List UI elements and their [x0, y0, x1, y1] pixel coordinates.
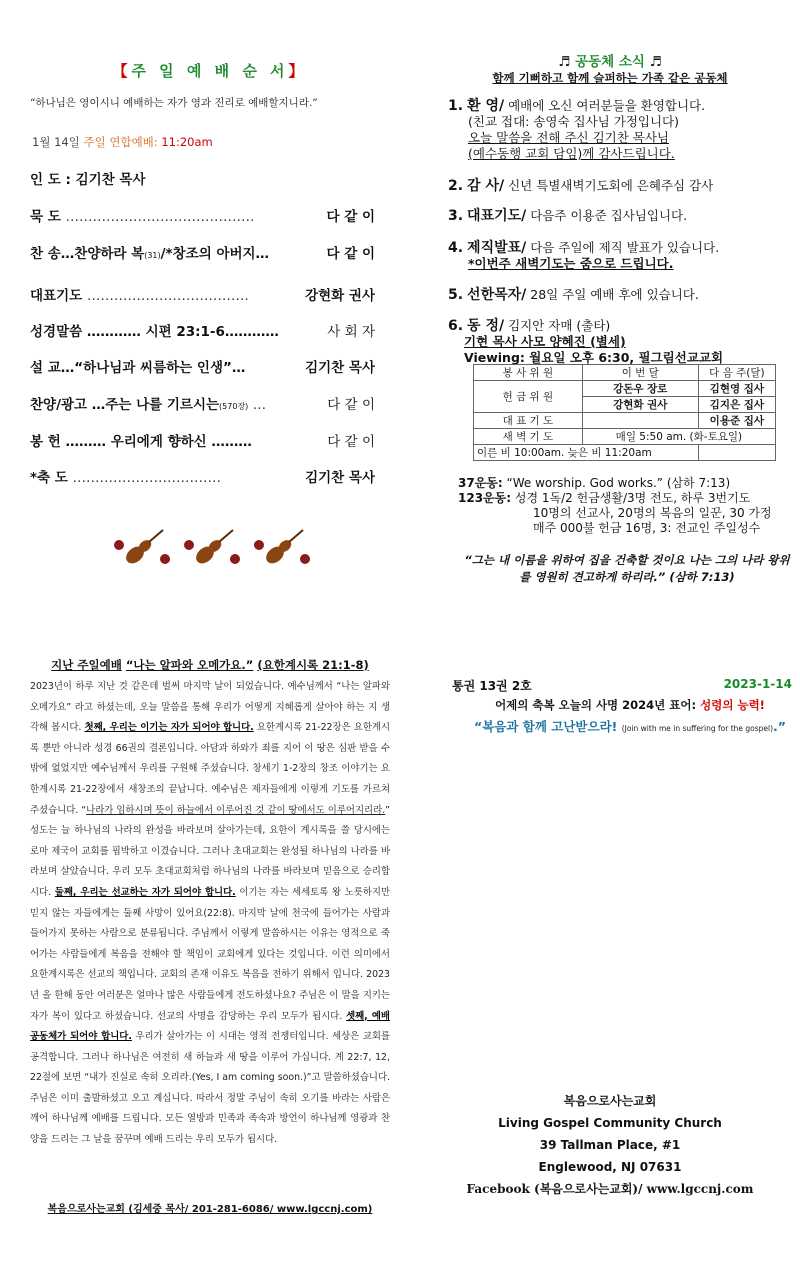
news-item-welcome: 1. 환 영/ 예배에 오신 여러분들을 환영합니다. (친교 접대: 송영숙 집사님 가정입니다) 오늘 말씀을 전해 주신 김기찬 목사님 (예수동행 교회 담임)께 감사드립니다.: [448, 98, 706, 161]
bulletin-date: 2023-1-14: [723, 677, 792, 691]
service-date: 1월 14일 주일 연합예배: 11:20am: [32, 135, 213, 149]
church-street: 39 Tallman Place, #1: [539, 1138, 681, 1152]
service-row-hymn: 찬 송…찬양하라 복(31)/*창조의 아버지… 다 같 이: [30, 242, 375, 262]
service-row-scripture: 성경말씀 ………… 시편 23:1-6………… 사 회 자: [30, 320, 375, 340]
church-motto: 어제의 축복 오늘의 사명 2024년 표어: 성령의 능력!: [495, 698, 765, 712]
community-news-panel: [420, 0, 800, 630]
church-name-english: Living Gospel Community Church: [498, 1116, 722, 1130]
news-item-prayer: 3. 대표기도/ 다음주 이용준 집사님입니다.: [448, 208, 688, 224]
cover-quote: “복음과 함께 고난받으라! (Join with me in suffering for the gospel).”: [473, 719, 786, 734]
cover-panel: [420, 645, 800, 1266]
church-facebook-link[interactable]: Facebook (복음으로사는교회)/ www.lgccnj.com: [466, 1182, 754, 1196]
service-row-prayer: 대표기도 ……………………………… 강현화 권사: [30, 284, 375, 304]
worship-verse: “하나님은 영이시니 예배하는 자가 영과 진리로 예배할지니라.”: [30, 97, 318, 109]
news-item-news: 6. 동 정/ 김지안 자매 (출타) 기현 목사 사모 양혜진 (별세) Viewing: 월요일 오후 6:30, 필그림선교교회: [448, 318, 724, 365]
order-of-service-title: 【주 일 예 배 순 서】: [112, 62, 308, 80]
table-row: 대 표 기 도 이용준 집사: [474, 413, 776, 429]
community-news-title: ♬ 공동체 소식 ♬: [558, 54, 662, 70]
violin-icon: [263, 530, 303, 567]
church-address: [420, 1090, 800, 1200]
table-row: 이른 비 10:00am. 늦은 비 11:20am: [474, 445, 776, 461]
table-row: 헌 금 위 원 강돈우 장로 김현영 집사: [474, 381, 776, 397]
violin-icon: [123, 530, 163, 567]
table-row: 새 벽 기 도 매일 5:50 am. (화-토요일): [474, 429, 776, 445]
service-row-praise: 찬양/광고 …주는 나를 기르시는(570장) … 다 같 이: [30, 393, 375, 413]
scripture-quote: “그는 내 이름을 위하여 집을 건축할 것이요 나는 그의 나라 왕위를 영원히 견고하게 하리라.” (삼하 7:13): [464, 553, 790, 584]
violin-roses-decoration: [105, 525, 315, 575]
service-row-offering: 봉 헌 ……… 우리에게 향하신 ……… 다 같 이: [30, 430, 375, 450]
table-row: 강현화 권사 김지은 집사: [474, 397, 776, 413]
news-item-shepherd: 5. 선한목자/ 28일 주일 예배 후에 있습니다.: [448, 287, 699, 303]
music-note-icon: ♬: [558, 54, 571, 70]
violin-icon: [193, 530, 233, 567]
volume-label: 통권 13권 2호: [452, 679, 532, 693]
table-row: 봉 사 위 원 이 번 달 다 음 주(달): [474, 365, 776, 381]
service-row-silent-prayer: 묵 도 …………………………………… 다 같 이: [30, 205, 375, 225]
order-of-service-panel: [0, 0, 420, 630]
duty-table: [473, 364, 776, 461]
church-name-korean: 복음으로사는교회: [563, 1094, 657, 1108]
sermon-footer: 복음으로사는교회 (김세중 목사/ 201-281-6086/ www.lgccnj.com): [47, 1204, 373, 1215]
music-note-icon: ♬: [649, 54, 662, 70]
movement-notice: 37운동: “We worship. God works.” (삼하 7:13) 123운동: 성경 1독/2 헌금생활/3명 전도, 하루 3번기도 10명의 선교사, 20명의 복음의 일꾼, 30 가정 매주 000불 헌금 16명, 3: 전교인 주일성수: [458, 476, 772, 535]
church-city: Englewood, NJ 07631: [538, 1160, 682, 1174]
sermon-body: 2023년이 하루 지난 것 같은데 벌써 마지막 날이 되었습니다. 예수님께서 “나는 알파와 오메가요” 라고 하셨는데, 오늘 말씀을 통해 우리가 어떻게 지혜롭게 살아야 하는 지 생각해 봅시다. 첫째, 우리는 이기는 자가 되어야 합니다. 요한계시록 21-22장은 요한계시록 뿐만 아니라 성경 66권의 결론입니다. 아담과 하와가 죄를 지어 이 땅은 심판 받을 수 밖에 없었지만 예수님께서 우리를 구원해 주셨습니다. 창세기 1-2장의 창조 이야기는 요한계시록 21-22장에서 새창조의 끝납니다. 예수님은 제자들에게 이렇게 기도를 가르쳐 주셨습니다. “나라가 임하시며 뜻이 하늘에서 이루어진 것 같이 땅에서도 이루어지리라.” 성도는 늘 하나님의 나라의 완성을 바라보며 살아가는데, 요한이 계시록을 쓸 당시에는 로마 제국이 교회를 핍박하고 이겼습니다. 그러나 초대교회는 완성될 하나님의 나라를 바라보며 살았습니다. 우리 모두 초대교회처럼 하나님의 나라를 바라보며 믿음으로 승리합시다. 둘째, 우리는 선교하는 자가 되어야 합니다. 이기는 자는 세세토록 왕 노릇하지만 믿지 않는 자들에게는 둘째 사망이 있어요(22:8). 마지막 날에 천국에 들어가는 사람과 들어가지 못하는 사람으로 분류됩니다. 주님께서 이렇게 말씀하시는 이유는 영적으로 죽어가는 사람들에게 복음을 전해야 할 책임이 교회에게 있다는 것입니다. 이런 의미에서 요한계시록은 선교의 책입니다. 교회의 존재 이유도 복음을 전하기 위해서 입니다. 2023년 올 한해 동안 여러분은 얼마나 많은 사람들에게 전도하셨나요? 주님은 이 말을 지키는 자가 복이 있다고 하셨습니다. 선교의 사명을 감당하는 우리 모두가 됩시다. 셋째, 예배 공동체가 되어야 합니다. 우리가 살아가는 이 시대는 영적 전쟁터입니다. 세상은 교회를 공격합니다. 그러나 하나님은 여전히 새 하늘과 새 땅을 이루어 가십니다. 계 22:7, 12, 22절에 보면 “내가 진실로 속히 오리라.(Yes, I am coming soon.)”고 말씀하셨습니다. 주님은 이미 출발하셨고 오고 계십니다. 따라서 정말 주님이 속히 오기를 바라는 사람은 깨어 하나님께 예배를 드립니다. 모든 열방과 민족과 족속과 방언이 하나님께 영광과 찬양을 드리는 그 날을 꿈꾸며 예배 드리는 우리 모두가 됩시다.: [30, 681, 391, 1146]
service-row-sermon: 설 교…“하나님과 씨름하는 인생”… 김기찬 목사: [30, 356, 375, 376]
service-row-benediction: *축 도 …………………………… 김기찬 목사: [30, 466, 375, 486]
news-item-thanks: 2. 감 사/ 신년 특별새벽기도회에 은혜주심 감사: [448, 178, 714, 194]
community-news-subtitle: 함께 기뻐하고 함께 슬퍼하는 가족 같은 공동체: [492, 71, 728, 85]
sermon-title: 지난 주일예배 “나는 알파와 오메가요.” (요한계시록 21:1-8): [51, 658, 369, 672]
news-item-officers: 4. 제직발표/ 다음 주일에 제직 발표가 있습니다. *이번주 새벽기도는 줌으로 드립니다.: [448, 240, 720, 271]
sermon-summary-panel: [0, 645, 420, 1266]
service-row-leader: 인 도 : 김기찬 목사: [30, 172, 146, 188]
